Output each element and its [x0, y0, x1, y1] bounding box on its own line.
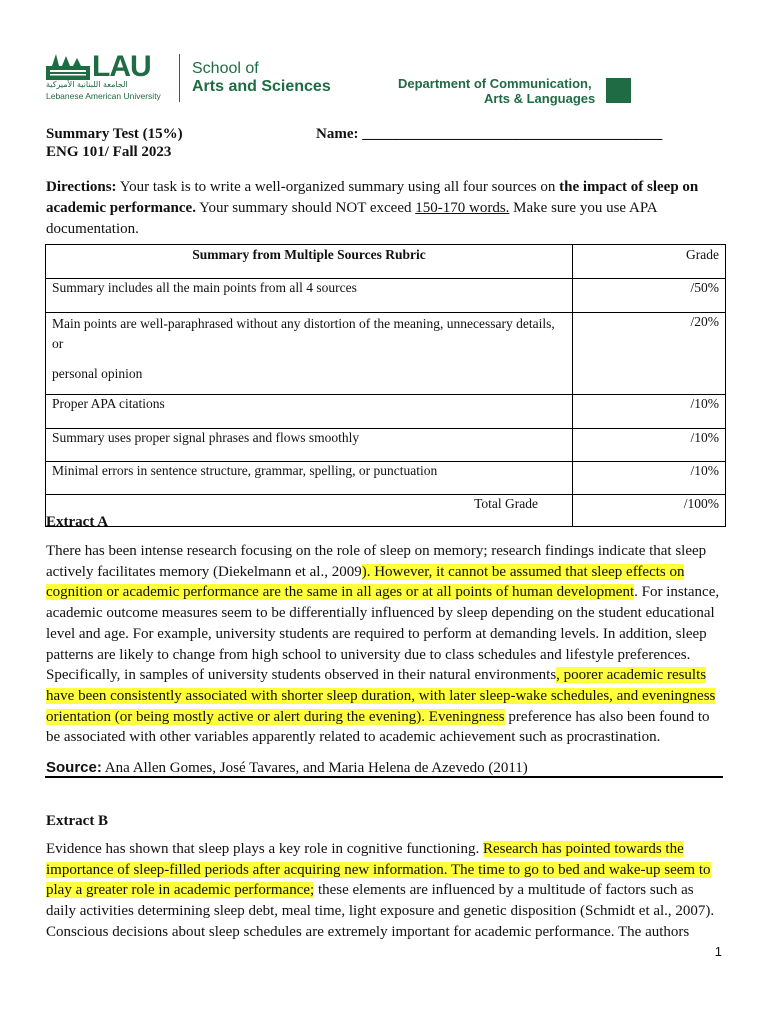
source-text: Ana Allen Gomes, José Tavares, and Maria Helena de Azevedo (2011) [101, 760, 528, 776]
rubric-criterion: Proper APA citations [46, 395, 573, 429]
rubric-grade: /20% [573, 313, 726, 395]
rubric-header-row [46, 245, 726, 279]
rubric-criterion-line2: personal opinion [52, 366, 143, 381]
source-label: Source: [46, 759, 102, 776]
directions-text1: Your task is to write a well-organized summary using all four sources on [116, 179, 560, 195]
logo-text: LAU [92, 50, 151, 83]
name-field: Name: ________________________________________ [316, 126, 663, 142]
rubric-criterion: Summary includes all the main points from all 4 sources [46, 279, 573, 313]
logo-arabic-text: الجامعة اللبنانية الأميركية [46, 80, 128, 89]
rubric-grade: /10% [573, 429, 726, 462]
department-square-icon [606, 78, 631, 103]
section-divider [45, 776, 723, 778]
header-divider [179, 54, 180, 102]
test-title: Summary Test (15%) [46, 126, 183, 142]
extract-a-text3: preference has also been found to be associated with other variables apparently related to academic achievement such as procrastination. [46, 708, 710, 746]
department-line2: Arts & Languages [484, 91, 596, 106]
rubric-criterion: Summary uses proper signal phrases and flows smoothly [46, 429, 573, 462]
grade-header: Grade [573, 245, 726, 279]
rubric-grade: /50% [573, 279, 726, 313]
extract-a-text1: There has been intense research focusing on the role of sleep on memory; research findings indicate that sleep actively facilitates memory (Diekelmann et al., 2009 [46, 543, 707, 580]
rubric-grade: /10% [573, 462, 726, 495]
total-row [46, 495, 726, 527]
rubric-header: Summary from Multiple Sources Rubric [46, 245, 573, 279]
logo-english-text: Lebanese American University [46, 91, 161, 101]
extract-a-text2: . For instance, academic outcome measures seem to be differentially influenced by sleep depending on the student educational level and age. For example, university students are required to perform at demanding levels. In addition, sleep patterns are likely to change from high school to university due to class schedules and lifestyle preferences. Specifically, in samples of university students observed in their natural environments [46, 584, 720, 684]
course-label: ENG 101/ Fall 2023 [46, 144, 172, 160]
extract-a-highlight2: , poorer academic results have been consistently associated with shorter sleep duration, with later sleep-wake schedules, and eveningness orientation (or being mostly active or alert during the evening). Eveningness [46, 667, 716, 725]
rubric-table [45, 244, 726, 527]
table-row [46, 395, 726, 429]
rubric-criterion: Minimal errors in sentence structure, grammar, spelling, or punctuation [46, 462, 573, 495]
lau-ship-emblem-icon [46, 52, 90, 80]
rubric-grade: /10% [573, 395, 726, 429]
school-name-line1: School of [192, 60, 259, 77]
school-name-line2: Arts and Sciences [192, 78, 331, 95]
table-row [46, 279, 726, 313]
total-label: Total Grade [46, 495, 573, 527]
directions-label: Directions: [46, 179, 117, 195]
extract-a-paragraph [46, 541, 726, 748]
directions-text2: Your summary should NOT exceed [195, 200, 416, 216]
table-row [46, 462, 726, 495]
total-grade: /100% [573, 495, 726, 527]
extract-b-paragraph [46, 839, 726, 943]
extract-b-text1: Evidence has shown that sleep plays a key role in cognitive functioning. [46, 841, 483, 857]
extract-a-highlight1: ). However, it cannot be assumed that sleep effects on cognition or academic performance are the same in all ages or at all points of human development [46, 563, 685, 601]
table-row [46, 429, 726, 462]
department-line1: Department of Communication, [398, 76, 592, 91]
rubric-criterion [46, 313, 573, 395]
rubric-criterion-line1: Main points are well-paraphrased without any distortion of the meaning, unnecessary details, or [52, 316, 555, 351]
extract-b-text2: these elements are influenced by a multitude of factors such as daily activities determining sleep debt, meal time, light exposure and genetic disposition (Schmidt et al., 2007). Conscious decisions about sleep schedules are extremely important for academic performance. The authors [46, 882, 715, 940]
directions-paragraph [46, 177, 726, 240]
directions-topic: the impact of sleep on academic performance. [46, 179, 699, 216]
extract-a-title: Extract A [46, 514, 109, 530]
page-number: 1 [714, 944, 722, 959]
directions-text3: Make sure you use APA documentation. [46, 200, 657, 237]
word-limit: 150-170 words. [415, 200, 510, 216]
extract-b-highlight1: Research has pointed towards the importance of sleep-filled periods after acquiring new information. The time to go to bed and wake-up seem to play a greater role in academic performance; [46, 841, 711, 899]
table-row [46, 313, 726, 395]
extract-b-title: Extract B [46, 813, 109, 829]
